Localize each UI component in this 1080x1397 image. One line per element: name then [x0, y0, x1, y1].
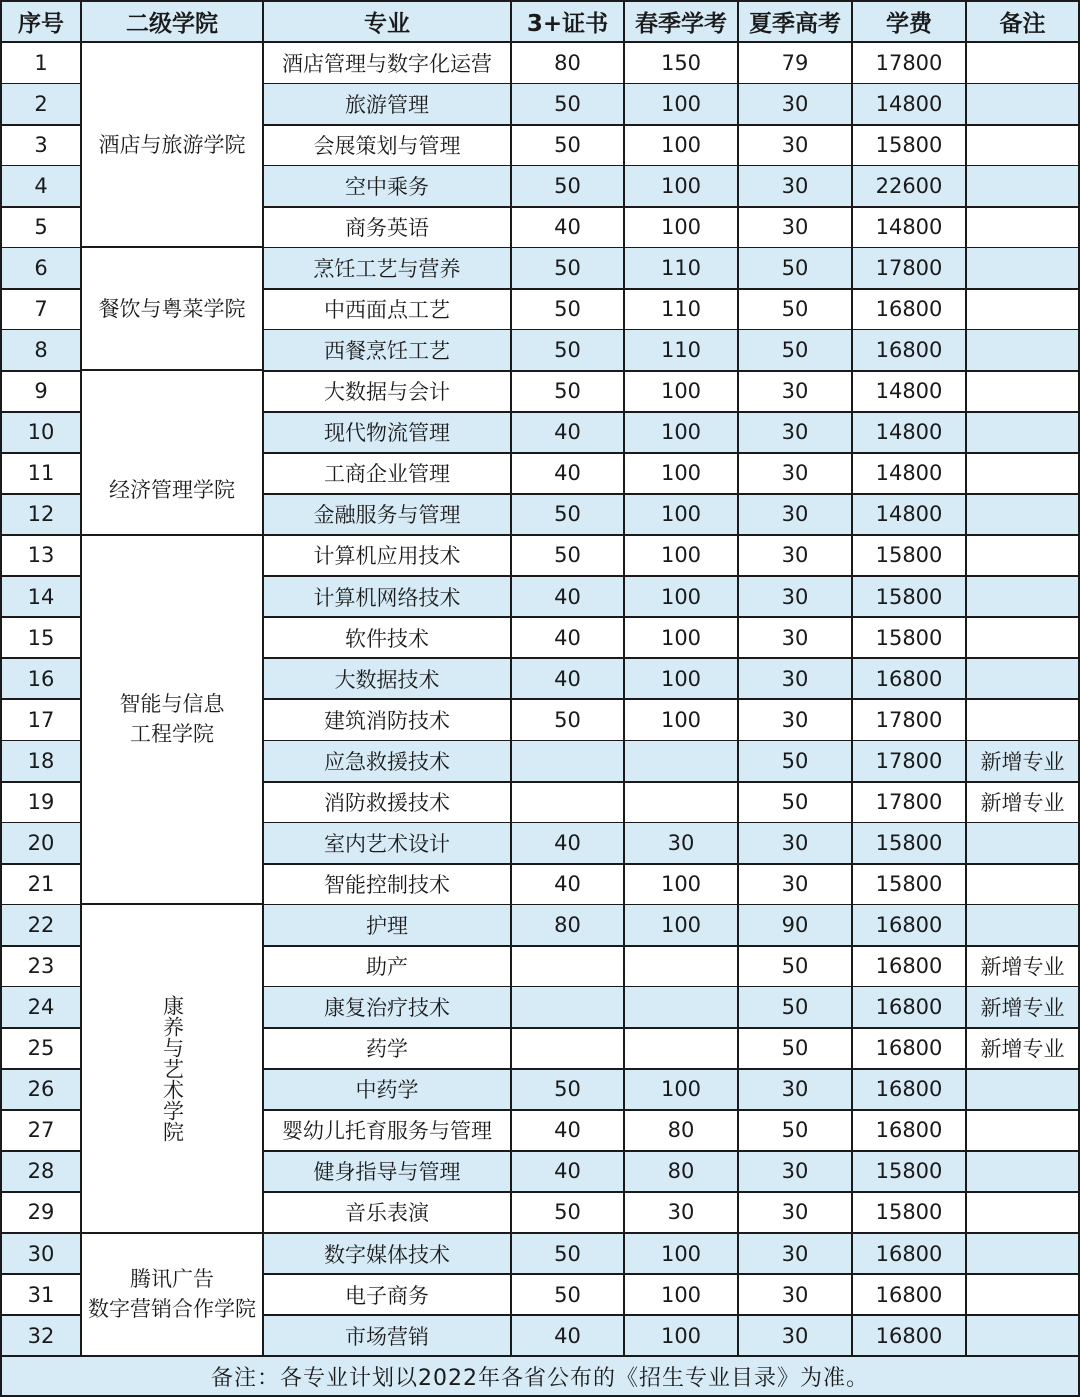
serial-cell: 22	[2, 905, 82, 947]
serial-cell: 4	[2, 166, 82, 208]
serial-cell: 21	[2, 864, 82, 906]
summer-exam-cell: 30	[739, 1234, 853, 1276]
fee-cell: 16800	[853, 1275, 967, 1317]
note-cell	[967, 43, 1078, 85]
spring-exam-cell: 100	[625, 659, 739, 701]
header-row	[2, 2, 1078, 43]
spring-exam-cell: 100	[625, 700, 739, 742]
summer-exam-cell: 79	[739, 43, 853, 85]
spring-exam-cell: 100	[625, 618, 739, 660]
serial-cell: 17	[2, 700, 82, 742]
summer-exam-cell: 30	[739, 659, 853, 701]
cert-cell: 40	[512, 618, 625, 660]
header-summer-exam: 夏季高考	[739, 2, 853, 43]
summer-exam-cell: 90	[739, 905, 853, 947]
cert-cell: 50	[512, 289, 625, 331]
fee-cell: 16800	[853, 946, 967, 988]
serial-cell: 16	[2, 659, 82, 701]
summer-exam-cell: 50	[739, 987, 853, 1029]
note-cell	[967, 700, 1078, 742]
cert-cell: 40	[512, 1111, 625, 1153]
spring-exam-cell: 110	[625, 248, 739, 290]
summer-exam-cell: 30	[739, 1316, 853, 1358]
major-cell: 室内艺术设计	[264, 823, 512, 865]
fee-cell: 16800	[853, 905, 967, 947]
fee-cell: 16800	[853, 1316, 967, 1358]
serial-cell: 8	[2, 330, 82, 372]
serial-cell: 11	[2, 454, 82, 496]
major-cell: 婴幼儿托育服务与管理	[264, 1111, 512, 1153]
major-cell: 酒店管理与数字化运营	[264, 43, 512, 85]
cert-cell: 50	[512, 495, 625, 537]
cert-cell	[512, 741, 625, 783]
fee-cell: 22600	[853, 166, 967, 208]
spring-exam-cell: 100	[625, 864, 739, 906]
note-cell	[967, 289, 1078, 331]
fee-cell: 15800	[853, 125, 967, 167]
college-cell: 经济管理学院	[82, 371, 264, 535]
major-cell: 大数据与会计	[264, 371, 512, 413]
major-cell: 健身指导与管理	[264, 1152, 512, 1194]
summer-exam-cell: 30	[739, 166, 853, 208]
fee-cell: 17800	[853, 782, 967, 824]
fee-cell: 15800	[853, 823, 967, 865]
note-cell	[967, 618, 1078, 660]
summer-exam-cell: 30	[739, 1152, 853, 1194]
major-cell: 计算机网络技术	[264, 577, 512, 619]
note-cell	[967, 84, 1078, 126]
spring-exam-cell	[625, 987, 739, 1029]
fee-cell: 17800	[853, 700, 967, 742]
spring-exam-cell: 100	[625, 1316, 739, 1358]
serial-cell: 23	[2, 946, 82, 988]
note-cell	[967, 1316, 1078, 1358]
cert-cell: 50	[512, 1193, 625, 1235]
fee-cell: 16800	[853, 1070, 967, 1112]
serial-cell: 30	[2, 1234, 82, 1276]
summer-exam-cell: 50	[739, 1111, 853, 1153]
major-cell: 药学	[264, 1028, 512, 1070]
fee-cell: 17800	[853, 43, 967, 85]
note-cell: 新增专业	[967, 946, 1078, 988]
summer-exam-cell: 50	[739, 946, 853, 988]
header-serial: 序号	[2, 2, 82, 43]
fee-cell: 16800	[853, 330, 967, 372]
fee-cell: 16800	[853, 659, 967, 701]
spring-exam-cell: 100	[625, 371, 739, 413]
cert-cell: 40	[512, 577, 625, 619]
note-cell: 新增专业	[967, 782, 1078, 824]
note-cell: 新增专业	[967, 1028, 1078, 1070]
serial-cell: 1	[2, 43, 82, 85]
fee-cell: 17800	[853, 741, 967, 783]
fee-cell: 15800	[853, 1152, 967, 1194]
major-cell: 数字媒体技术	[264, 1234, 512, 1276]
fee-cell: 17800	[853, 248, 967, 290]
fee-cell: 16800	[853, 987, 967, 1029]
note-cell	[967, 1234, 1078, 1276]
spring-exam-cell	[625, 1028, 739, 1070]
header-note: 备注	[967, 2, 1078, 43]
summer-exam-cell: 30	[739, 618, 853, 660]
serial-cell: 15	[2, 618, 82, 660]
note-cell	[967, 1111, 1078, 1153]
major-cell: 助产	[264, 946, 512, 988]
cert-cell: 80	[512, 43, 625, 85]
major-cell: 消防救援技术	[264, 782, 512, 824]
note-cell	[967, 577, 1078, 619]
spring-exam-cell	[625, 741, 739, 783]
note-cell	[967, 207, 1078, 249]
serial-cell: 10	[2, 413, 82, 455]
summer-exam-cell: 30	[739, 1193, 853, 1235]
summer-exam-cell: 30	[739, 207, 853, 249]
cert-cell: 40	[512, 1152, 625, 1194]
summer-exam-cell: 30	[739, 1070, 853, 1112]
college-cell: 酒店与旅游学院	[82, 43, 264, 248]
serial-cell: 5	[2, 207, 82, 249]
spring-exam-cell: 100	[625, 166, 739, 208]
summer-exam-cell: 50	[739, 741, 853, 783]
summer-exam-cell: 30	[739, 1275, 853, 1317]
summer-exam-cell: 30	[739, 700, 853, 742]
spring-exam-cell: 100	[625, 454, 739, 496]
spring-exam-cell	[625, 782, 739, 824]
fee-cell: 14800	[853, 84, 967, 126]
major-cell: 计算机应用技术	[264, 536, 512, 578]
fee-cell: 15800	[853, 864, 967, 906]
note-cell	[967, 454, 1078, 496]
major-cell: 护理	[264, 905, 512, 947]
note-cell	[967, 495, 1078, 537]
cert-cell	[512, 782, 625, 824]
note-cell	[967, 248, 1078, 290]
cert-cell: 50	[512, 371, 625, 413]
spring-exam-cell: 30	[625, 1193, 739, 1235]
note-cell	[967, 413, 1078, 455]
note-cell	[967, 864, 1078, 906]
serial-cell: 2	[2, 84, 82, 126]
spring-exam-cell: 110	[625, 330, 739, 372]
fee-cell: 14800	[853, 207, 967, 249]
major-cell: 西餐烹饪工艺	[264, 330, 512, 372]
cert-cell: 50	[512, 700, 625, 742]
spring-exam-cell: 80	[625, 1152, 739, 1194]
summer-exam-cell: 30	[739, 495, 853, 537]
cert-cell: 40	[512, 864, 625, 906]
college-cell: 腾讯广告 数字营销合作学院	[82, 1234, 264, 1357]
spring-exam-cell: 150	[625, 43, 739, 85]
summer-exam-cell: 50	[739, 248, 853, 290]
summer-exam-cell: 30	[739, 864, 853, 906]
serial-cell: 3	[2, 125, 82, 167]
fee-cell: 14800	[853, 371, 967, 413]
major-cell: 市场营销	[264, 1316, 512, 1358]
summer-exam-cell: 30	[739, 823, 853, 865]
note-cell	[967, 536, 1078, 578]
note-cell: 新增专业	[967, 987, 1078, 1029]
footer-note: 备注：各专业计划以2022年各省公布的《招生专业目录》为准。	[2, 1357, 1078, 1395]
fee-cell: 16800	[853, 289, 967, 331]
cert-cell: 50	[512, 330, 625, 372]
major-cell: 空中乘务	[264, 166, 512, 208]
cert-cell: 40	[512, 1316, 625, 1358]
note-cell	[967, 125, 1078, 167]
major-cell: 应急救援技术	[264, 741, 512, 783]
serial-cell: 13	[2, 536, 82, 578]
serial-cell: 20	[2, 823, 82, 865]
spring-exam-cell: 100	[625, 413, 739, 455]
fee-cell: 15800	[853, 577, 967, 619]
header-fee: 学费	[853, 2, 967, 43]
serial-cell: 28	[2, 1152, 82, 1194]
header-cert: 3+证书	[512, 2, 625, 43]
cert-cell: 40	[512, 823, 625, 865]
serial-cell: 29	[2, 1193, 82, 1235]
cert-cell: 40	[512, 454, 625, 496]
cert-cell: 50	[512, 1234, 625, 1276]
cert-cell: 50	[512, 1070, 625, 1112]
fee-cell: 15800	[853, 618, 967, 660]
cert-cell	[512, 946, 625, 988]
major-cell: 金融服务与管理	[264, 495, 512, 537]
spring-exam-cell: 100	[625, 1234, 739, 1276]
serial-cell: 12	[2, 495, 82, 537]
major-cell: 大数据技术	[264, 659, 512, 701]
serial-cell: 25	[2, 1028, 82, 1070]
cert-cell	[512, 987, 625, 1029]
spring-exam-cell: 100	[625, 577, 739, 619]
major-cell: 烹饪工艺与营养	[264, 248, 512, 290]
fee-cell: 14800	[853, 413, 967, 455]
spring-exam-cell: 100	[625, 905, 739, 947]
serial-cell: 18	[2, 741, 82, 783]
major-cell: 现代物流管理	[264, 413, 512, 455]
note-cell	[967, 659, 1078, 701]
note-cell	[967, 1152, 1078, 1194]
cert-cell: 40	[512, 207, 625, 249]
college-cell: 康养与艺术学院	[82, 905, 264, 1233]
fee-cell: 16800	[853, 1028, 967, 1070]
major-cell: 旅游管理	[264, 84, 512, 126]
college-cell: 餐饮与粤菜学院	[82, 248, 264, 371]
major-cell: 会展策划与管理	[264, 125, 512, 167]
note-cell	[967, 330, 1078, 372]
summer-exam-cell: 30	[739, 536, 853, 578]
fee-cell: 16800	[853, 1234, 967, 1276]
spring-exam-cell: 100	[625, 1070, 739, 1112]
note-cell	[967, 823, 1078, 865]
spring-exam-cell: 80	[625, 1111, 739, 1153]
major-cell: 电子商务	[264, 1275, 512, 1317]
serial-cell: 32	[2, 1316, 82, 1358]
fee-cell: 15800	[853, 1193, 967, 1235]
serial-cell: 6	[2, 248, 82, 290]
spring-exam-cell: 110	[625, 289, 739, 331]
fee-cell: 14800	[853, 495, 967, 537]
header-college: 二级学院	[82, 2, 264, 43]
note-cell: 新增专业	[967, 741, 1078, 783]
summer-exam-cell: 50	[739, 782, 853, 824]
cert-cell: 50	[512, 125, 625, 167]
summer-exam-cell: 30	[739, 413, 853, 455]
major-cell: 中药学	[264, 1070, 512, 1112]
summer-exam-cell: 30	[739, 371, 853, 413]
header-major: 专业	[264, 2, 512, 43]
spring-exam-cell	[625, 946, 739, 988]
serial-cell: 31	[2, 1275, 82, 1317]
note-cell	[967, 1070, 1078, 1112]
serial-cell: 7	[2, 289, 82, 331]
cert-cell: 50	[512, 1275, 625, 1317]
major-cell: 康复治疗技术	[264, 987, 512, 1029]
fee-cell: 15800	[853, 536, 967, 578]
cert-cell: 80	[512, 905, 625, 947]
cert-cell: 40	[512, 413, 625, 455]
spring-exam-cell: 100	[625, 207, 739, 249]
cert-cell	[512, 1028, 625, 1070]
note-cell	[967, 1193, 1078, 1235]
summer-exam-cell: 30	[739, 125, 853, 167]
serial-cell: 9	[2, 371, 82, 413]
serial-cell: 19	[2, 782, 82, 824]
fee-cell: 14800	[853, 454, 967, 496]
serial-cell: 14	[2, 577, 82, 619]
note-cell	[967, 371, 1078, 413]
major-cell: 工商企业管理	[264, 454, 512, 496]
cert-cell: 40	[512, 659, 625, 701]
summer-exam-cell: 50	[739, 330, 853, 372]
note-cell	[967, 1275, 1078, 1317]
spring-exam-cell: 100	[625, 125, 739, 167]
cert-cell: 50	[512, 84, 625, 126]
cert-cell: 50	[512, 248, 625, 290]
serial-cell: 27	[2, 1111, 82, 1153]
cert-cell: 50	[512, 166, 625, 208]
summer-exam-cell: 30	[739, 84, 853, 126]
major-cell: 商务英语	[264, 207, 512, 249]
serial-cell: 26	[2, 1070, 82, 1112]
major-cell: 软件技术	[264, 618, 512, 660]
note-cell	[967, 166, 1078, 208]
fee-cell: 16800	[853, 1111, 967, 1153]
summer-exam-cell: 50	[739, 289, 853, 331]
college-cell: 智能与信息 工程学院	[82, 536, 264, 906]
major-cell: 音乐表演	[264, 1193, 512, 1235]
serial-cell: 24	[2, 987, 82, 1029]
summer-exam-cell: 30	[739, 454, 853, 496]
major-cell: 建筑消防技术	[264, 700, 512, 742]
summer-exam-cell: 50	[739, 1028, 853, 1070]
spring-exam-cell: 100	[625, 1275, 739, 1317]
major-cell: 智能控制技术	[264, 864, 512, 906]
note-cell	[967, 905, 1078, 947]
spring-exam-cell: 100	[625, 536, 739, 578]
summer-exam-cell: 30	[739, 577, 853, 619]
cert-cell: 50	[512, 536, 625, 578]
spring-exam-cell: 100	[625, 495, 739, 537]
spring-exam-cell: 100	[625, 84, 739, 126]
spring-exam-cell: 30	[625, 823, 739, 865]
major-cell: 中西面点工艺	[264, 289, 512, 331]
header-spring-exam: 春季学考	[625, 2, 739, 43]
